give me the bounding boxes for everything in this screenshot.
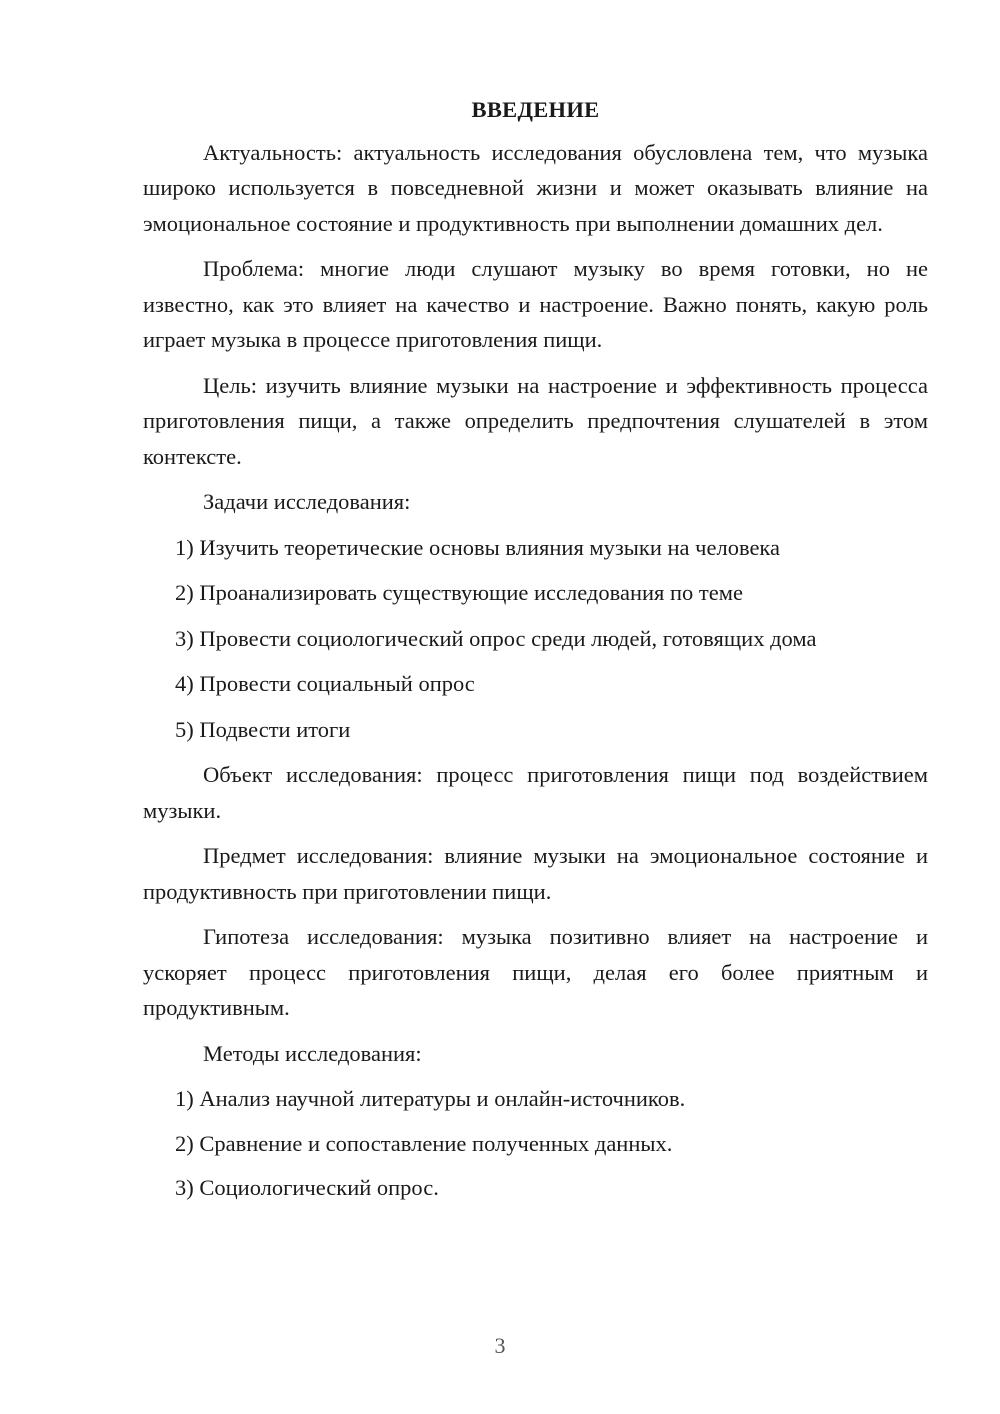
list-item: 1) Изучить теоретические основы влияния музыки на человека xyxy=(175,534,781,560)
list-item: 3) Социологический опрос. xyxy=(175,1175,439,1200)
list-item: 3) Провести социологический опрос среди людей, готовящих дома xyxy=(175,625,817,651)
paragraph-goal: Цель: изучить влияние музыки на настроение и эффективность процесса приготовления пищи, а также определить предпочтения слушателей в этом контексте. xyxy=(143,372,928,469)
list-item: 5) Подвести итоги xyxy=(175,716,351,742)
paragraph-relevance: Актуальность: актуальность исследования обусловлена тем, что музыка широко используется в повседневной жизни и может оказывать влияние на эмоциональное состояние и продуктивность при выполнении домашних дел. xyxy=(143,139,928,236)
page-number: 3 xyxy=(494,1333,506,1358)
list-item: 2) Сравнение и сопоставление полученных данных. xyxy=(175,1130,673,1156)
list-item: 2) Проанализировать существующие исследования по теме xyxy=(175,580,743,605)
methods-list xyxy=(143,1081,928,1206)
list-item: 4) Провести социальный опрос xyxy=(175,671,475,696)
tasks-list xyxy=(143,530,928,748)
paragraph-subject: Предмет исследования: влияние музыки на эмоциональное состояние и продуктивность при приготовлении пищи. xyxy=(143,843,928,904)
tasks-heading: Задачи исследования: xyxy=(203,489,411,514)
paragraph-problem: Проблема: многие люди слушают музыку во время готовки, но не известно, как это влияет на качество и настроение. Важно понять, какую роль играет музыка в процессе приготовления пищи. xyxy=(143,256,928,352)
list-item: 1) Анализ научной литературы и онлайн-источников. xyxy=(175,1086,686,1111)
paragraph-hypothesis: Гипотеза исследования: музыка позитивно влияет на настроение и ускоряет процесс приготовления пищи, делая его более приятным и продуктивным. xyxy=(143,924,928,1020)
methods-heading: Методы исследования: xyxy=(203,1040,422,1066)
page-content xyxy=(143,92,928,1216)
section-title: ВВЕДЕНИЕ xyxy=(471,97,600,122)
paragraph-object: Объект исследования: процесс приготовления пищи под воздействием музыки. xyxy=(143,762,928,823)
